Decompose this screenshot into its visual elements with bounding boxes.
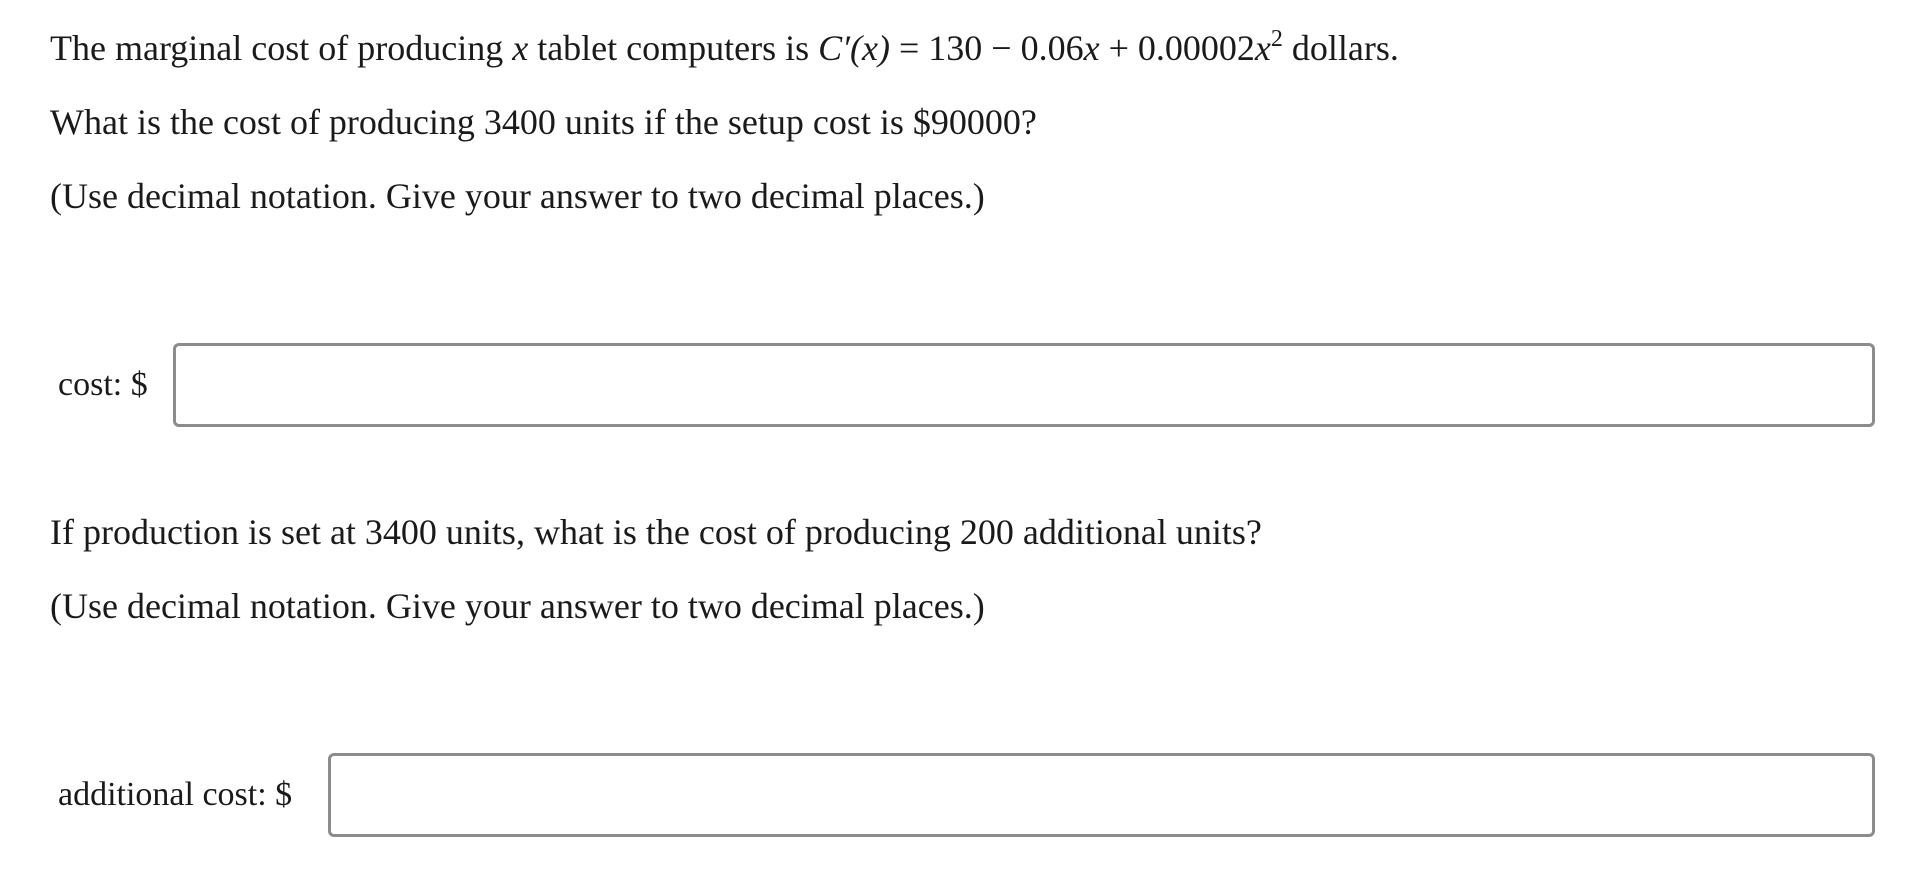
part1-instruction: (Use decimal notation. Give your answer to two decimal places.) — [50, 176, 985, 216]
variable-x: x — [512, 28, 529, 68]
cost-input[interactable] — [173, 343, 1875, 427]
equation-plus: + 0.00002 — [1099, 28, 1255, 68]
statement-suffix: dollars. — [1282, 28, 1399, 68]
statement-mid: tablet computers is — [528, 28, 819, 68]
additional-cost-input[interactable] — [328, 753, 1875, 837]
variable-x-linear: x — [1083, 28, 1100, 68]
part2-instruction: (Use decimal notation. Give your answer to two decimal places.) — [50, 586, 985, 626]
cost-label: cost: $ — [58, 366, 148, 403]
cost-answer-row — [58, 343, 166, 427]
additional-cost-answer-row — [58, 753, 310, 837]
marginal-cost-function: C′(x) — [818, 28, 890, 68]
additional-cost-label: additional cost: $ — [58, 776, 293, 813]
part1-question: What is the cost of producing 3400 units if the setup cost is $90000? — [50, 102, 1037, 142]
variable-x-squared: x — [1254, 28, 1271, 68]
problem-statement — [50, 26, 1399, 68]
statement-prefix: The marginal cost of producing — [50, 28, 513, 68]
exponent: 2 — [1270, 26, 1283, 52]
equation-part: = 130 − 0.06 — [889, 28, 1084, 68]
part2-question: If production is set at 3400 units, what is the cost of producing 200 additional units? — [50, 512, 1262, 552]
